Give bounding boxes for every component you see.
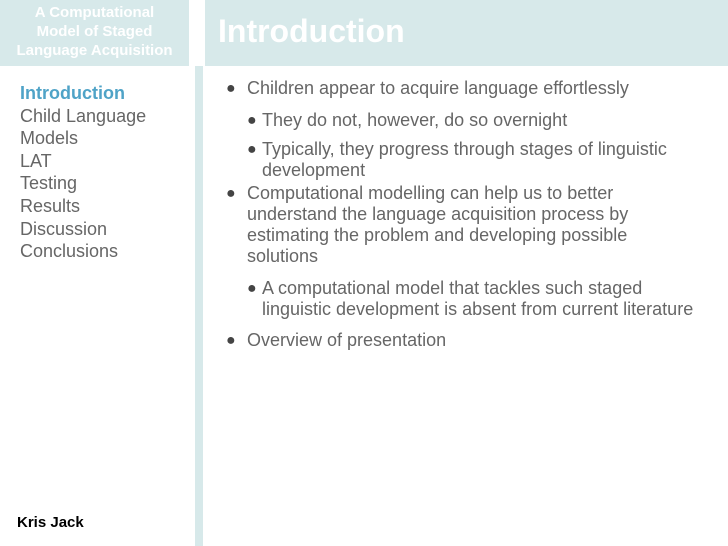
- bullet-text: They do not, however, do so overnight: [262, 110, 568, 130]
- bullet-text: Overview of presentation: [247, 330, 447, 350]
- bullet-icon: ●: [226, 185, 236, 202]
- nav-item-results[interactable]: Results: [20, 195, 81, 216]
- bullet-icon: ●: [226, 80, 236, 97]
- bullet-text: Children appear to acquire language effortlessly: [247, 78, 629, 98]
- bullet-item: [226, 183, 696, 267]
- nav-item-child-language[interactable]: Child Language: [20, 105, 147, 126]
- sub-bullet-item: [226, 278, 696, 320]
- nav-item-discussion[interactable]: Discussion: [20, 218, 108, 239]
- nav-item-introduction[interactable]: Introduction: [20, 83, 125, 103]
- bullet-item: [226, 78, 696, 99]
- bullet-icon: ●: [247, 112, 257, 129]
- slide-content: [226, 78, 696, 351]
- slide-title: Introduction: [218, 13, 405, 49]
- bullet-item: [226, 330, 696, 351]
- bullet-text: A computational model that tackles such staged linguistic development is absent from current literature: [262, 278, 694, 319]
- bullet-icon: ●: [247, 141, 257, 158]
- bullet-icon: ●: [226, 332, 236, 349]
- presentation-title: A Computational Model of Staged Language Acquisition: [0, 0, 189, 66]
- slide-navigation: [20, 82, 146, 263]
- sub-bullet-item: [226, 139, 696, 181]
- author-name: Kris Jack: [17, 514, 84, 531]
- nav-item-lat[interactable]: LAT: [20, 150, 52, 171]
- sub-bullet-item: [226, 110, 696, 131]
- nav-item-testing[interactable]: Testing: [20, 173, 78, 194]
- panel-divider: [195, 66, 203, 546]
- bullet-text: Typically, they progress through stages of linguistic development: [262, 139, 667, 180]
- nav-item-models[interactable]: Models: [20, 128, 79, 149]
- bullet-text: Computational modelling can help us to better understand the language acquisition process by estimating the problem and developing possible solutions: [247, 183, 629, 266]
- nav-item-conclusions[interactable]: Conclusions: [20, 241, 119, 262]
- bullet-icon: ●: [247, 280, 257, 297]
